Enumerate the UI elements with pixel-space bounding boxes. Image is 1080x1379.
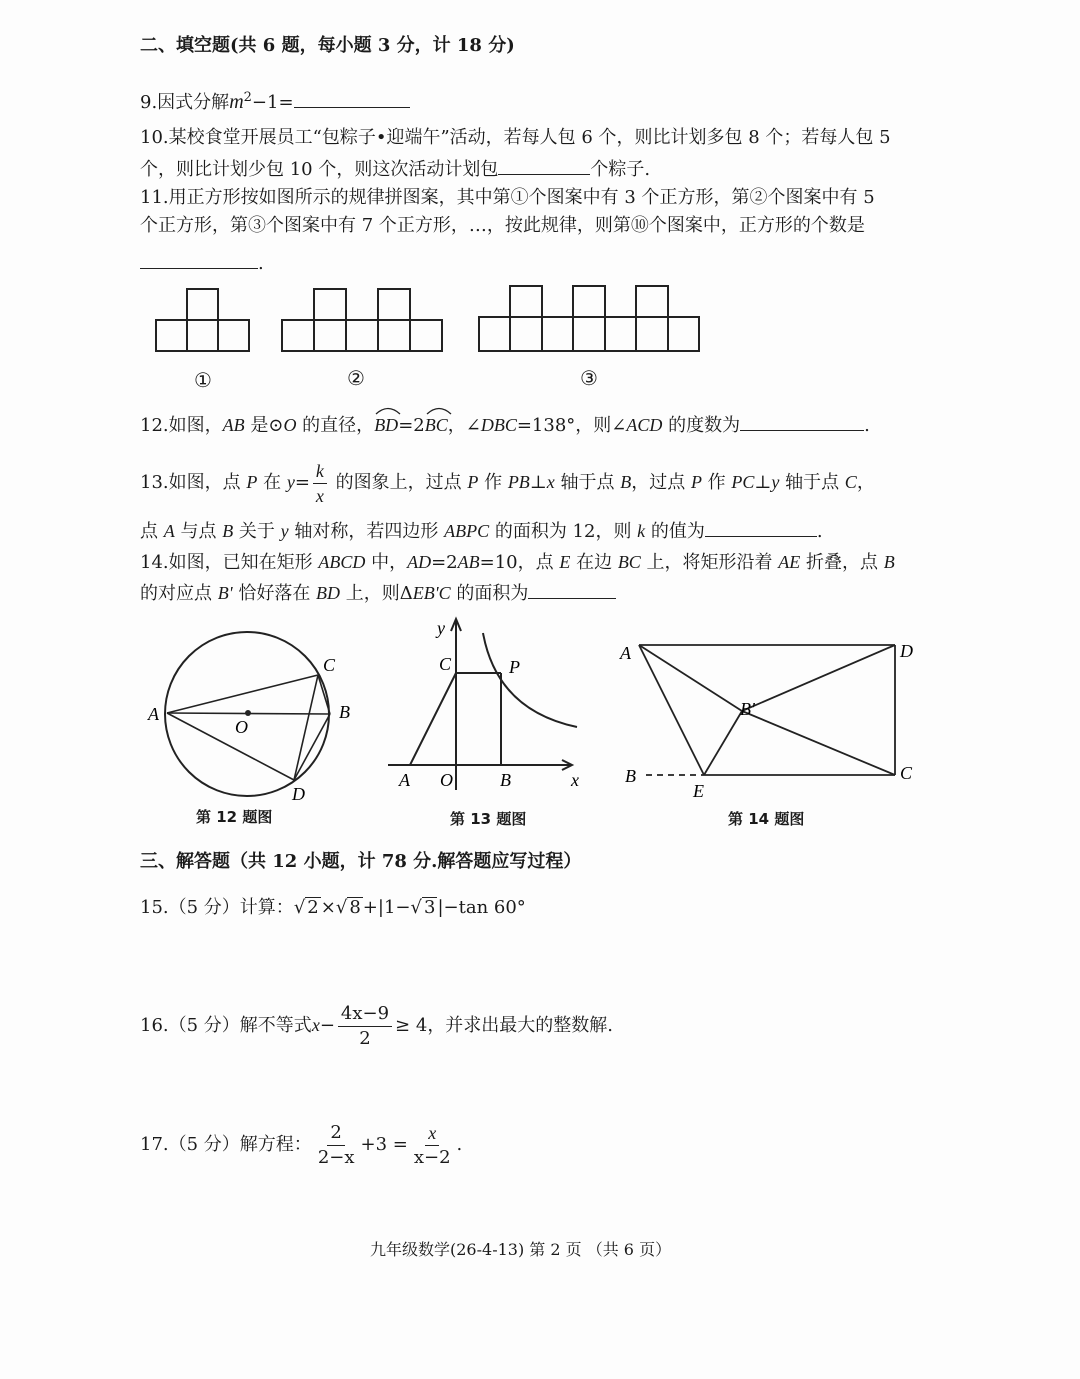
q13-y-axis: y: [771, 472, 780, 492]
q11-answer-blank[interactable]: [140, 250, 258, 269]
fig12-label-a: A: [148, 704, 159, 724]
q13-l2-d: 轴对称，若四边形: [288, 521, 445, 542]
q13-l2-e: 的面积为 12，则: [489, 521, 638, 542]
q17-frac1-den: 2−x: [317, 1146, 355, 1168]
fig14-label-b: B: [625, 766, 636, 786]
q16-relation: ≥ 4: [395, 1015, 428, 1036]
q14-ab: AB: [457, 552, 480, 572]
fig14-label-a: A: [620, 643, 631, 663]
q16-frac-num: 4x−9: [338, 1003, 392, 1027]
q14-l2-a: 的对应点: [140, 583, 218, 604]
q13-text-f: 轴于点: [554, 472, 621, 493]
fig14-label-bprime: B': [740, 699, 755, 719]
fig14-label-e: E: [693, 781, 704, 801]
fig14-label-c: C: [900, 763, 913, 783]
q16-label: 16.（5 分）解不等式: [140, 1015, 312, 1036]
q13-abpc: ABPC: [444, 521, 490, 541]
q13-x-axis: x: [546, 472, 555, 492]
q14-ad: AD: [407, 552, 432, 572]
q12-o: O: [283, 415, 297, 435]
figure-13: [385, 615, 595, 800]
q12-dbc: DBC: [480, 415, 517, 435]
question-10-line2: [140, 156, 650, 182]
q13-text-d2: 作: [701, 472, 732, 493]
fig14-label-d: D: [900, 641, 913, 661]
pattern-2-label: ②: [347, 366, 365, 390]
figure-14: [618, 636, 928, 806]
q17-fraction-left: [315, 1122, 358, 1169]
question-17: [140, 1118, 462, 1172]
question-14-line1: [140, 550, 895, 575]
q14-d: =10，点: [479, 552, 560, 573]
q13-l2-c: 关于: [233, 521, 281, 542]
q12-arc-bc-text: BC: [424, 415, 448, 435]
q12-text-f: 的度数为: [662, 415, 741, 436]
q12-text-d: ，∠: [447, 415, 481, 436]
q11-end: .: [258, 253, 264, 274]
q13-perp2: ⊥: [754, 472, 772, 493]
q12-arc-bd: [374, 413, 398, 437]
q16-fraction: [338, 1003, 392, 1050]
q13-text-d: 作: [478, 472, 508, 493]
q14-c: =2: [431, 552, 458, 573]
q10-answer-blank[interactable]: [498, 156, 590, 175]
q16-frac-den: 2: [359, 1027, 371, 1049]
fig13-label-o: O: [440, 770, 453, 790]
section3-title: 三、解答题（共 12 小题，计 78 分.解答题应写过程）: [140, 851, 582, 872]
q15-times: ×: [320, 897, 336, 918]
question-16: [140, 998, 613, 1053]
fig13-label-b: B: [500, 770, 511, 790]
q13-p2: P: [467, 472, 479, 492]
pattern-1: [156, 289, 249, 351]
fig12-label-c: C: [323, 655, 336, 675]
q12-end: .: [864, 415, 870, 436]
q15-sqrt-sign: √: [293, 897, 306, 918]
fig12-label-o: O: [235, 717, 248, 737]
q12-text-e: =138°，则∠: [516, 415, 627, 436]
q13-answer-blank[interactable]: [705, 518, 817, 537]
fig13-caption: 第 13 题图: [450, 810, 527, 828]
q12-acd: ACD: [626, 415, 663, 435]
q15-label: 15.（5 分）计算：: [140, 897, 294, 918]
q14-e: E: [559, 552, 571, 572]
section2-title: 二、填空题(共 6 题，每小题 3 分，计 18 分): [140, 35, 515, 56]
q15-abs-left: |: [377, 897, 384, 918]
q14-bc: BC: [617, 552, 641, 572]
fig13-label-c: C: [439, 654, 452, 674]
q14-f: 在边: [570, 552, 618, 573]
q17-frac2-num: x: [425, 1122, 439, 1146]
q12-arc-bd-text: BD: [374, 415, 399, 435]
q14-l2-c: 上，则Δ: [340, 583, 413, 604]
q9-exponent: 2: [243, 90, 252, 105]
q13-sep: ，: [856, 472, 875, 493]
q10-line2-b: 个粽子.: [590, 159, 651, 180]
q15-abs-right: |: [437, 897, 444, 918]
q13-eq: =: [294, 472, 310, 493]
q13-y: y: [286, 472, 295, 492]
q13-text-f2: 轴于点: [779, 472, 845, 493]
q14-ae: AE: [778, 552, 801, 572]
q15-sqrt-2: 2: [307, 897, 319, 918]
q17-label: 17.（5 分）解方程：: [140, 1134, 312, 1155]
q13-pc: PC: [731, 472, 755, 492]
q9-prefix: 9.因式分解: [140, 92, 230, 113]
q17-end: .: [456, 1134, 463, 1155]
question-15: [140, 894, 526, 922]
q13-l2-b: 与点: [174, 521, 223, 542]
q13-p: P: [246, 472, 258, 492]
q13-text-b: 在: [257, 472, 287, 493]
pattern-3: [479, 286, 699, 351]
q14-bd: BD: [316, 583, 341, 603]
q12-eq: =2: [398, 415, 425, 436]
question-14-line2: [140, 580, 616, 606]
q10-line1: 10.某校食堂开展员工“包粽子•迎端午”活动，若每人包 6 个，则比计划多包 8 个；若每人包 5: [140, 127, 891, 148]
pattern-1-label: ①: [194, 368, 212, 392]
q11-line1: 11.用正方形按如图所示的规律拼图案，其中第①个图案中有 3 个正方形，第②个图案中有 5: [140, 187, 875, 208]
q17-frac1-num: 2: [327, 1122, 344, 1146]
q11-line2: 个正方形，第③个图案中有 7 个正方形，…，按此规律，则第⑩个图案中，正方形的个数是: [140, 215, 865, 236]
q14-bprime: B': [217, 583, 233, 603]
q14-g: 上，将矩形沿着: [640, 552, 779, 573]
q15-sqrt-3: 3: [423, 897, 436, 918]
q13-text-g: ，过点: [631, 472, 691, 493]
page-footer: 九年级数学(26-4-13) 第 2 页 （共 6 页）: [370, 1240, 672, 1259]
q13-y2: y: [280, 521, 289, 541]
q14-h: 折叠，点: [800, 552, 884, 573]
question-13-line2: [140, 518, 823, 544]
q13-b2: B: [222, 521, 234, 541]
q14-b: 中，: [365, 552, 408, 573]
q13-text-a: 13.如图，点: [140, 472, 247, 493]
pattern-2: [282, 289, 442, 351]
q10-line2-a: 个，则比计划少包 10 个，则这次活动计划包: [140, 159, 499, 180]
q9-var: m: [229, 91, 244, 113]
q17-frac2-den: x−2: [413, 1146, 451, 1168]
q13-b: B: [620, 472, 632, 492]
q15-sqrt-sign-2: √: [335, 897, 348, 918]
q11-square-patterns: [140, 280, 720, 360]
question-13-line1: [140, 458, 875, 507]
fig13-label-y: y: [437, 618, 445, 638]
fig12-label-d: D: [292, 784, 305, 804]
q13-a: A: [163, 521, 175, 541]
q14-bpt: B: [883, 552, 895, 572]
fig14-caption: 第 14 题图: [728, 810, 805, 828]
q13-pb: PB: [507, 472, 530, 492]
q15-plus: +: [362, 897, 378, 918]
q13-end: .: [816, 521, 823, 542]
q13-perp: ⊥: [529, 472, 547, 493]
q13-frac-num: k: [313, 460, 327, 484]
fig12-label-b: B: [339, 702, 350, 722]
q15-sqrt-8: 8: [349, 897, 361, 918]
q12-answer-blank[interactable]: [740, 412, 864, 431]
q13-l2-a: 点: [140, 521, 164, 542]
q16-minus: −: [319, 1015, 335, 1036]
q14-l2-d: 的面积为: [450, 583, 529, 604]
q12-ab: AB: [222, 415, 245, 435]
q15-sqrt-sign-3: √: [410, 897, 422, 918]
q14-l2-b: 恰好落在: [232, 583, 317, 604]
q15-rest: −tan 60°: [443, 897, 526, 918]
figure-12: [140, 630, 370, 810]
q14-a: 14.如图，已知在矩形: [140, 552, 319, 573]
pattern-3-label: ③: [580, 366, 598, 390]
q12-text-c: 的直径，: [296, 415, 375, 436]
q12-text-b: 是⊙: [244, 415, 284, 436]
q14-answer-blank[interactable]: [528, 580, 616, 599]
q13-c: C: [844, 472, 857, 492]
q14-ebc: EB'C: [412, 583, 451, 603]
fig13-label-x: x: [571, 770, 579, 790]
question-11-line3: [140, 250, 264, 276]
question-12: [140, 412, 870, 438]
q16-rest: ，并求出最大的整数解.: [427, 1015, 614, 1036]
q13-text-c: 的图象上，过点: [329, 472, 468, 493]
q14-abcd: ABCD: [318, 552, 366, 572]
q17-fraction-right: [411, 1122, 454, 1169]
fig13-label-a: A: [399, 770, 410, 790]
q13-frac-den: x: [315, 485, 324, 506]
question-9: [140, 86, 410, 115]
q17-mid: +3 =: [360, 1134, 408, 1155]
fig12-caption: 第 12 题图: [196, 808, 273, 826]
q13-k2: k: [637, 521, 646, 541]
q12-arc-bc: [425, 413, 448, 437]
q9-rest: −1=: [251, 92, 294, 113]
q12-text-a: 12.如图，: [140, 415, 223, 436]
fig13-label-p: P: [509, 657, 520, 677]
q13-p3: P: [690, 472, 702, 492]
q9-answer-blank[interactable]: [294, 89, 410, 108]
q13-l2-f: 的值为: [645, 521, 705, 542]
q16-x: x: [311, 1015, 320, 1035]
q15-one-minus: 1−: [383, 897, 411, 918]
q13-fraction: [313, 460, 327, 507]
